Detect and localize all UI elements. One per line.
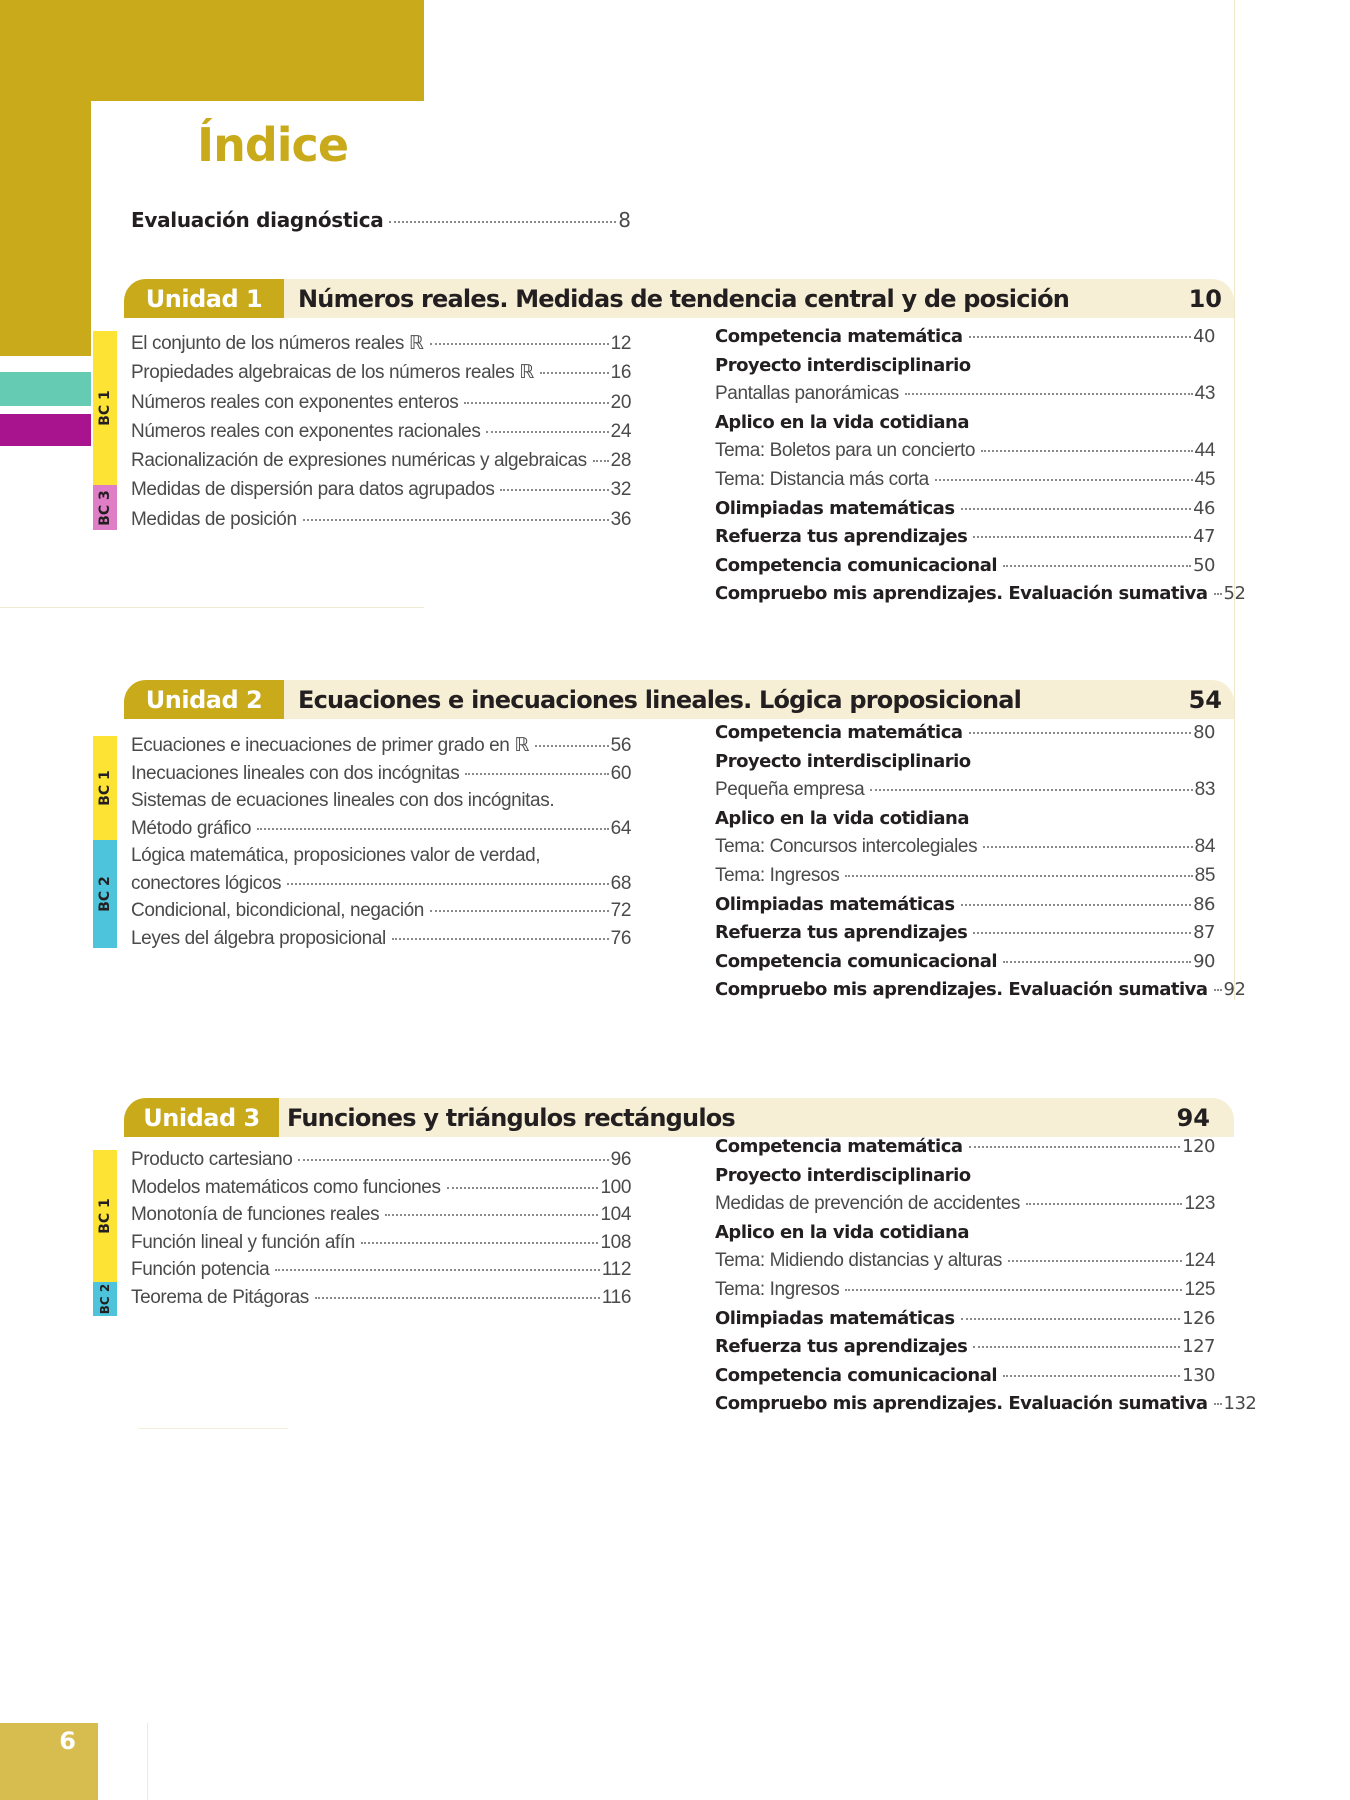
toc-entry[interactable]: Propiedades algebraicas de los números reales ℝ 16	[131, 362, 631, 384]
leader-dots	[961, 904, 1192, 906]
toc-section-heading: Aplico en la vida cotidiana	[715, 411, 970, 433]
toc-entry[interactable]: Método gráfico 64	[131, 817, 631, 839]
leader-dots	[935, 479, 1193, 481]
leader-dots	[392, 938, 609, 940]
leader-dots	[535, 745, 609, 747]
divider-line	[0, 607, 424, 608]
toc-section-heading: Aplico en la vida cotidiana	[715, 807, 970, 829]
toc-entry[interactable]: Compruebo mis aprendizajes. Evaluación sumativa 52	[715, 583, 1246, 605]
leader-dots	[961, 508, 1192, 510]
leader-dots	[1003, 961, 1191, 963]
leader-dots	[361, 1242, 599, 1244]
divider-line	[138, 1428, 288, 1429]
toc-entry[interactable]: Tema: Concursos intercolegiales 84	[715, 836, 1215, 858]
toc-entry[interactable]: Compruebo mis aprendizajes. Evaluación sumativa 132	[715, 1393, 1257, 1415]
leader-dots	[969, 1146, 1181, 1148]
unit-3-activities-list	[715, 1133, 1257, 1419]
leader-dots	[287, 883, 608, 885]
leader-dots	[385, 1214, 598, 1216]
toc-entry[interactable]: Medidas de prevención de accidentes 123	[715, 1193, 1215, 1215]
block-badge-bc2: BC 2	[93, 840, 117, 948]
leader-dots	[969, 732, 1192, 734]
toc-entry[interactable]: Refuerza tus aprendizajes 87	[715, 922, 1215, 944]
unit-3-topic-list	[131, 1146, 631, 1311]
toc-entry[interactable]: Olimpiadas matemáticas 86	[715, 893, 1215, 915]
toc-entry[interactable]: Medidas de posición 36	[131, 508, 631, 530]
leader-dots	[464, 402, 608, 404]
toc-section-heading: Aplico en la vida cotidiana	[715, 1221, 970, 1243]
leader-dots	[973, 1346, 1180, 1348]
toc-entry[interactable]: Pantallas panorámicas 43	[715, 383, 1215, 405]
toc-entry-label: Evaluación diagnóstica	[131, 208, 384, 232]
toc-entry[interactable]: Compruebo mis aprendizajes. Evaluación sumativa 92	[715, 979, 1246, 1001]
leader-dots	[1003, 1375, 1180, 1377]
toc-entry[interactable]: Condicional, bicondicional, negación 72	[131, 900, 631, 921]
toc-entry[interactable]: Función potencia 112	[131, 1259, 631, 1280]
decorative-magenta-bar	[0, 414, 91, 446]
unit-header-2[interactable]	[124, 680, 1234, 719]
toc-entry[interactable]: Teorema de Pitágoras 116	[131, 1286, 631, 1308]
toc-section-heading: Proyecto interdisciplinario	[715, 354, 971, 376]
toc-entry[interactable]: Tema: Distancia más corta 45	[715, 468, 1215, 490]
toc-entry[interactable]: Refuerza tus aprendizajes 47	[715, 526, 1215, 548]
leader-dots	[845, 875, 1192, 877]
block-badge-bc1: BC 1	[93, 736, 117, 840]
leader-dots	[430, 343, 609, 345]
toc-section-heading: Proyecto interdisciplinario	[715, 750, 971, 772]
decorative-gold-band-top	[0, 0, 424, 101]
page-number: 6	[59, 1727, 76, 1755]
leader-dots	[303, 519, 609, 521]
toc-entry[interactable]: Tema: Ingresos 85	[715, 864, 1215, 886]
leader-dots	[465, 773, 608, 775]
leader-dots	[500, 489, 608, 491]
leader-dots	[486, 431, 608, 433]
toc-entry[interactable]: Competencia matemática 40	[715, 326, 1215, 347]
toc-entry[interactable]: Competencia comunicacional 50	[715, 554, 1215, 576]
leader-dots	[973, 536, 1191, 538]
toc-entry[interactable]: Olimpiadas matemáticas 46	[715, 497, 1215, 519]
toc-entry-continued[interactable]: Lógica matemática, proposiciones valor de verdad,	[131, 845, 541, 866]
leader-dots	[1214, 1403, 1222, 1405]
toc-entry[interactable]: Competencia comunicacional 130	[715, 1364, 1215, 1386]
leader-dots	[973, 932, 1191, 934]
unit-page: 10	[1188, 284, 1222, 313]
toc-entry[interactable]: El conjunto de los números reales ℝ 12	[131, 333, 631, 354]
block-badge-bc1: BC 1	[93, 331, 117, 485]
toc-section-heading: Proyecto interdisciplinario	[715, 1164, 971, 1186]
leader-dots	[1214, 989, 1222, 991]
toc-entry-page: 8	[618, 208, 631, 232]
decorative-teal-bar	[0, 372, 91, 406]
block-badge-bc3: BC 3	[93, 485, 117, 530]
toc-entry[interactable]: Producto cartesiano 96	[131, 1149, 631, 1170]
toc-entry[interactable]: Refuerza tus aprendizajes 127	[715, 1336, 1215, 1358]
leader-dots	[315, 1297, 600, 1299]
toc-entry[interactable]: Función lineal y función afín 108	[131, 1231, 631, 1253]
unit-2-activities-list	[715, 719, 1246, 1005]
toc-entry[interactable]: Pequeña empresa 83	[715, 779, 1215, 801]
toc-entry[interactable]: Medidas de dispersión para datos agrupados 32	[131, 479, 631, 501]
toc-entry[interactable]: Competencia comunicacional 90	[715, 950, 1215, 972]
unit-page: 54	[1188, 685, 1222, 714]
toc-entry[interactable]: Olimpiadas matemáticas 126	[715, 1307, 1215, 1329]
unit-header-1[interactable]	[124, 279, 1234, 318]
leader-dots	[257, 828, 609, 830]
toc-entry[interactable]: Modelos matemáticos como funciones 100	[131, 1176, 631, 1198]
unit-title: Ecuaciones e inecuaciones lineales. Lógica proposicional	[298, 685, 1022, 714]
toc-entry[interactable]: Números reales con exponentes racionales 24	[131, 420, 631, 442]
toc-entry[interactable]: Tema: Midiendo distancias y alturas 124	[715, 1250, 1215, 1272]
toc-entry[interactable]: Monotonía de funciones reales 104	[131, 1204, 631, 1225]
leader-dots	[275, 1269, 600, 1271]
toc-entry[interactable]: Inecuaciones lineales con dos incógnitas 60	[131, 762, 631, 784]
toc-entry[interactable]: conectores lógicos 68	[131, 872, 631, 894]
leader-dots	[447, 1187, 599, 1189]
leader-dots	[430, 910, 609, 912]
unit-header-3[interactable]	[124, 1098, 1234, 1137]
leader-dots	[298, 1159, 608, 1161]
toc-entry[interactable]: Competencia matemática 80	[715, 722, 1215, 743]
unit-1-activities-list	[715, 323, 1246, 609]
unit-1-topic-list	[131, 329, 631, 534]
toc-entry[interactable]: Tema: Boletos para un concierto 44	[715, 440, 1215, 462]
leader-dots	[969, 336, 1192, 338]
leader-dots	[389, 221, 616, 223]
decorative-gold-band-left	[0, 101, 91, 356]
unit-page: 94	[1176, 1103, 1210, 1132]
margin-rule	[1234, 0, 1235, 1000]
toc-entry[interactable]: Números reales con exponentes enteros 20	[131, 391, 631, 413]
page-title: Índice	[197, 118, 349, 172]
leader-dots	[961, 1318, 1181, 1320]
unit-2-topic-list	[131, 732, 631, 952]
toc-entry-continued[interactable]: Sistemas de ecuaciones lineales con dos incógnitas.	[131, 790, 555, 811]
block-badge-bc1: BC 1	[93, 1150, 117, 1282]
leader-dots	[1008, 1260, 1183, 1262]
unit-title: Números reales. Medidas de tendencia central y de posición	[298, 284, 1070, 313]
leader-dots	[983, 846, 1192, 848]
toc-entry[interactable]: Racionalización de expresiones numéricas y algebraicas 28	[131, 450, 631, 472]
toc-entry[interactable]: Ecuaciones e inecuaciones de primer grado en ℝ 56	[131, 735, 631, 756]
margin-rule	[147, 1723, 148, 1800]
toc-entry[interactable]: Competencia matemática 120	[715, 1136, 1215, 1157]
leader-dots	[540, 372, 609, 374]
leader-dots	[845, 1289, 1182, 1291]
leader-dots	[1026, 1203, 1183, 1205]
unit-tag: Unidad 2	[124, 680, 284, 719]
page-number-box	[0, 1723, 98, 1800]
leader-dots	[981, 450, 1193, 452]
unit-tag: Unidad 1	[124, 279, 284, 318]
leader-dots	[1214, 593, 1222, 595]
unit-title: Funciones y triángulos rectángulos	[287, 1103, 735, 1132]
leader-dots	[870, 789, 1192, 791]
leader-dots	[593, 460, 609, 462]
toc-entry[interactable]: Leyes del álgebra proposicional 76	[131, 927, 631, 949]
toc-entry[interactable]: Tema: Ingresos 125	[715, 1278, 1215, 1300]
unit-tag: Unidad 3	[124, 1098, 279, 1137]
leader-dots	[905, 393, 1193, 395]
leader-dots	[1003, 565, 1191, 567]
toc-entry-evaluacion-diagnostica[interactable]	[131, 208, 631, 232]
block-badge-bc2: BC 2	[93, 1282, 117, 1316]
